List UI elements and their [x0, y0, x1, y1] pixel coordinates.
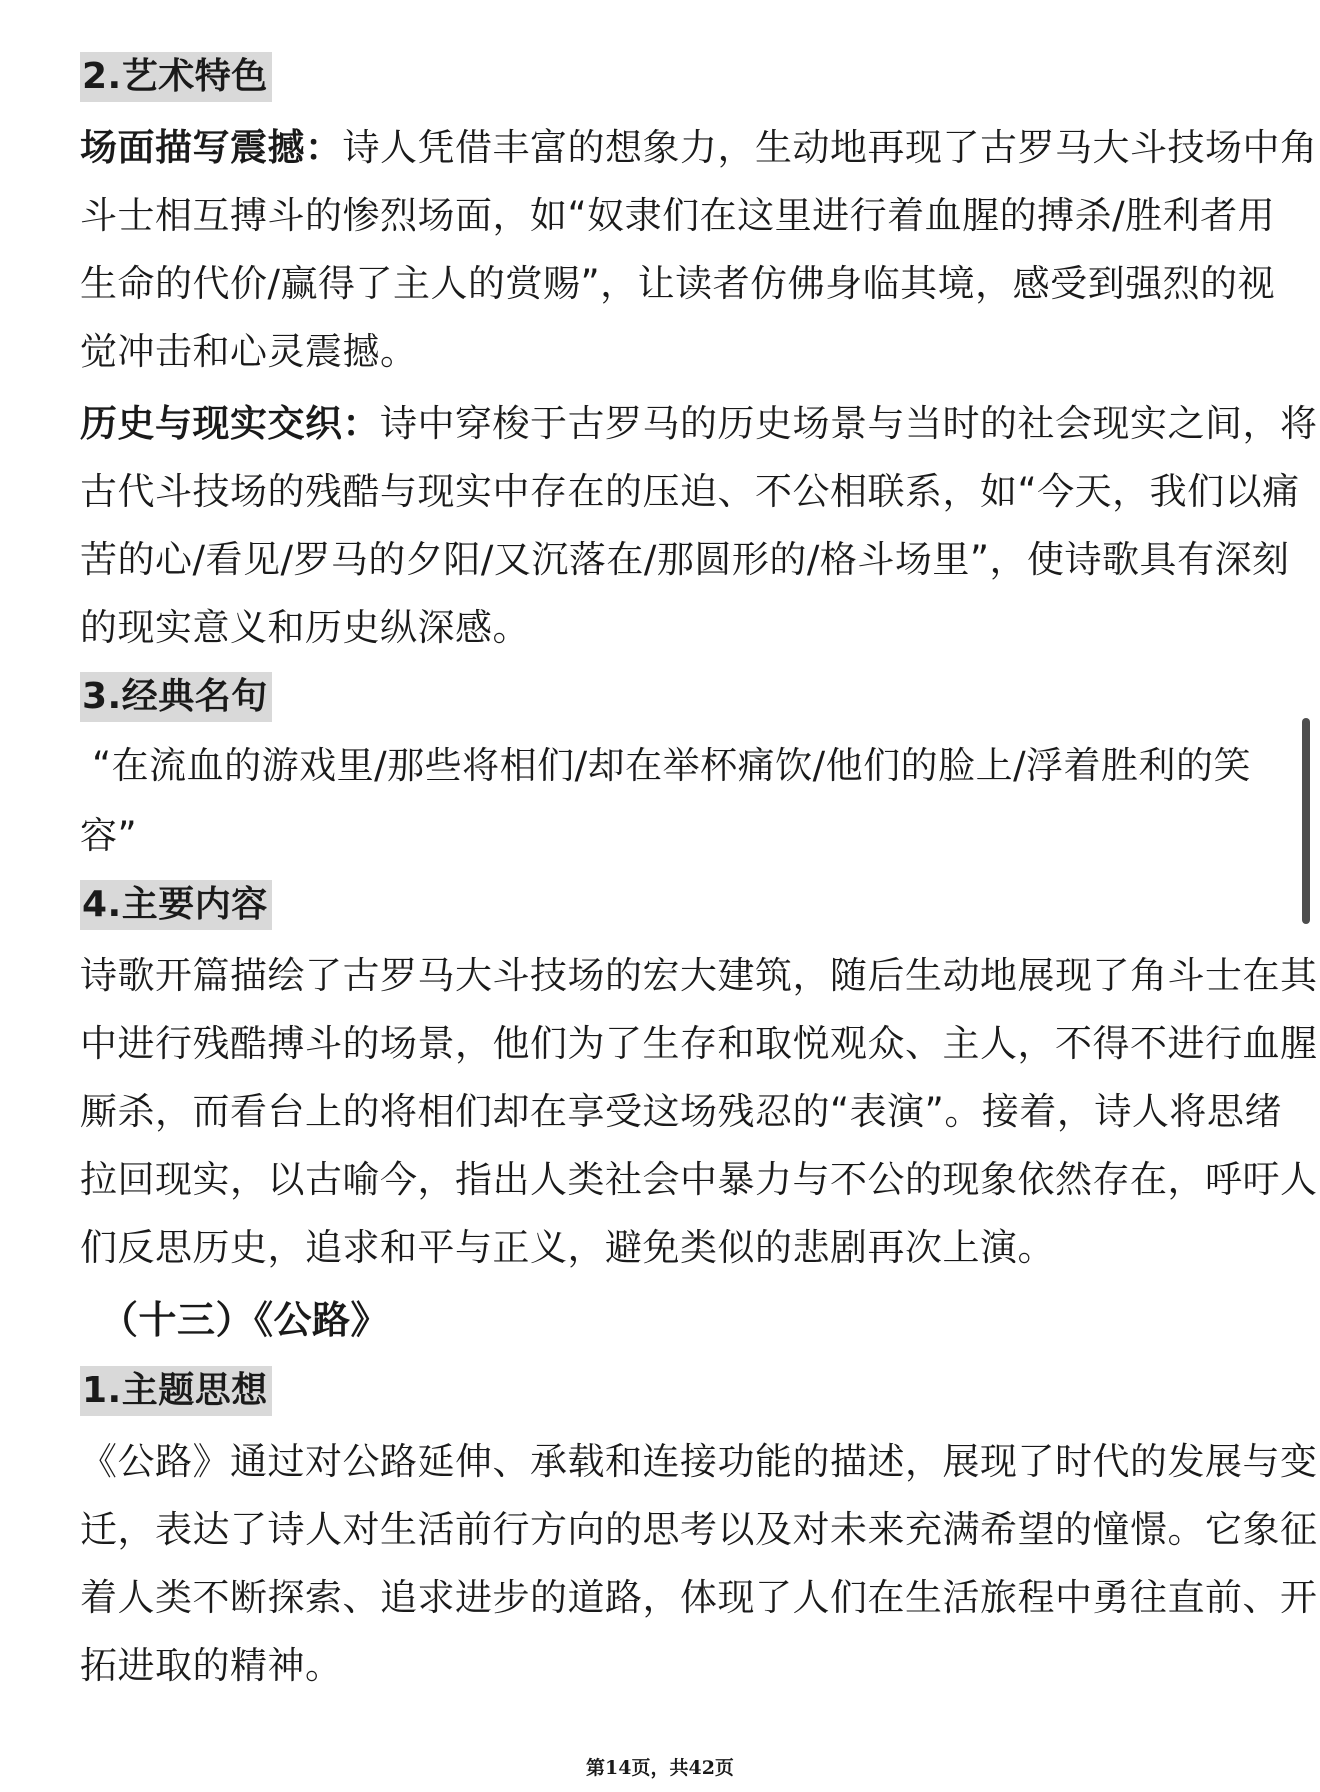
- paragraph-line: 中进行残酷搏斗的场景，他们为了生存和取悦观众、主人，不得不进行血腥: [80, 1022, 1318, 1065]
- quote-line: 容”: [80, 814, 138, 857]
- section-heading-quote: 3.经典名句: [80, 672, 272, 722]
- paragraph-line: 场面描写震撼：诗人凭借丰富的想象力，生动地再现了古罗马大斗技场中角: [80, 126, 1318, 169]
- section-heading-theme: 1.主题思想: [80, 1366, 272, 1416]
- paragraph-line: 拉回现实，以古喻今，指出人类社会中暴力与不公的现象依然存在，呼吁人: [80, 1158, 1318, 1201]
- paragraph-line: 的现实意义和历史纵深感。: [80, 606, 530, 649]
- paragraph-label: 历史与现实交织：: [80, 402, 380, 445]
- section-heading-art: 2.艺术特色: [80, 52, 272, 102]
- paragraph-line: 们反思历史，追求和平与正义，避免类似的悲剧再次上演。: [80, 1226, 1055, 1269]
- page-number: 第14页，共42页: [586, 1757, 734, 1779]
- paragraph-line: 历史与现实交织：诗中穿梭于古罗马的历史场景与当时的社会现实之间，将: [80, 402, 1318, 445]
- paragraph-line: 诗歌开篇描绘了古罗马大斗技场的宏大建筑，随后生动地展现了角斗士在其: [80, 954, 1318, 997]
- paragraph-line: 拓进取的精神。: [80, 1644, 343, 1687]
- scrollbar-thumb[interactable]: [1302, 718, 1310, 924]
- paragraph-line: 生命的代价/赢得了主人的赏赐”，让读者仿佛身临其境，感受到强烈的视: [80, 262, 1276, 305]
- paragraph-line: 《公路》通过对公路延伸、承载和连接功能的描述，展现了时代的发展与变: [80, 1440, 1318, 1483]
- chapter-title: （十三）《公路》: [100, 1298, 390, 1342]
- paragraph-label: 场面描写震撼：: [80, 126, 343, 169]
- paragraph-line: 厮杀，而看台上的将相们却在享受这场残忍的“表演”。接着，诗人将思绪: [80, 1090, 1282, 1133]
- paragraph-line: 觉冲击和心灵震撼。: [80, 330, 418, 373]
- paragraph-line: 苦的心/看见/罗马的夕阳/又沉落在/那圆形的/格斗场里”，使诗歌具有深刻: [80, 538, 1290, 581]
- paragraph-line: 迁，表达了诗人对生活前行方向的思考以及对未来充满希望的憧憬。它象征: [80, 1508, 1318, 1551]
- quote-line: “在流血的游戏里/那些将相们/却在举杯痛饮/他们的脸上/浮着胜利的笑: [92, 744, 1252, 787]
- paragraph-line: 着人类不断探索、追求进步的道路，体现了人们在生活旅程中勇往直前、开: [80, 1576, 1318, 1619]
- section-heading-content: 4.主要内容: [80, 880, 272, 930]
- paragraph-line: 斗士相互搏斗的惨烈场面，如“奴隶们在这里进行着血腥的搏杀/胜利者用: [80, 194, 1276, 237]
- paragraph-line: 古代斗技场的残酷与现实中存在的压迫、不公相联系，如“今天，我们以痛: [80, 470, 1300, 513]
